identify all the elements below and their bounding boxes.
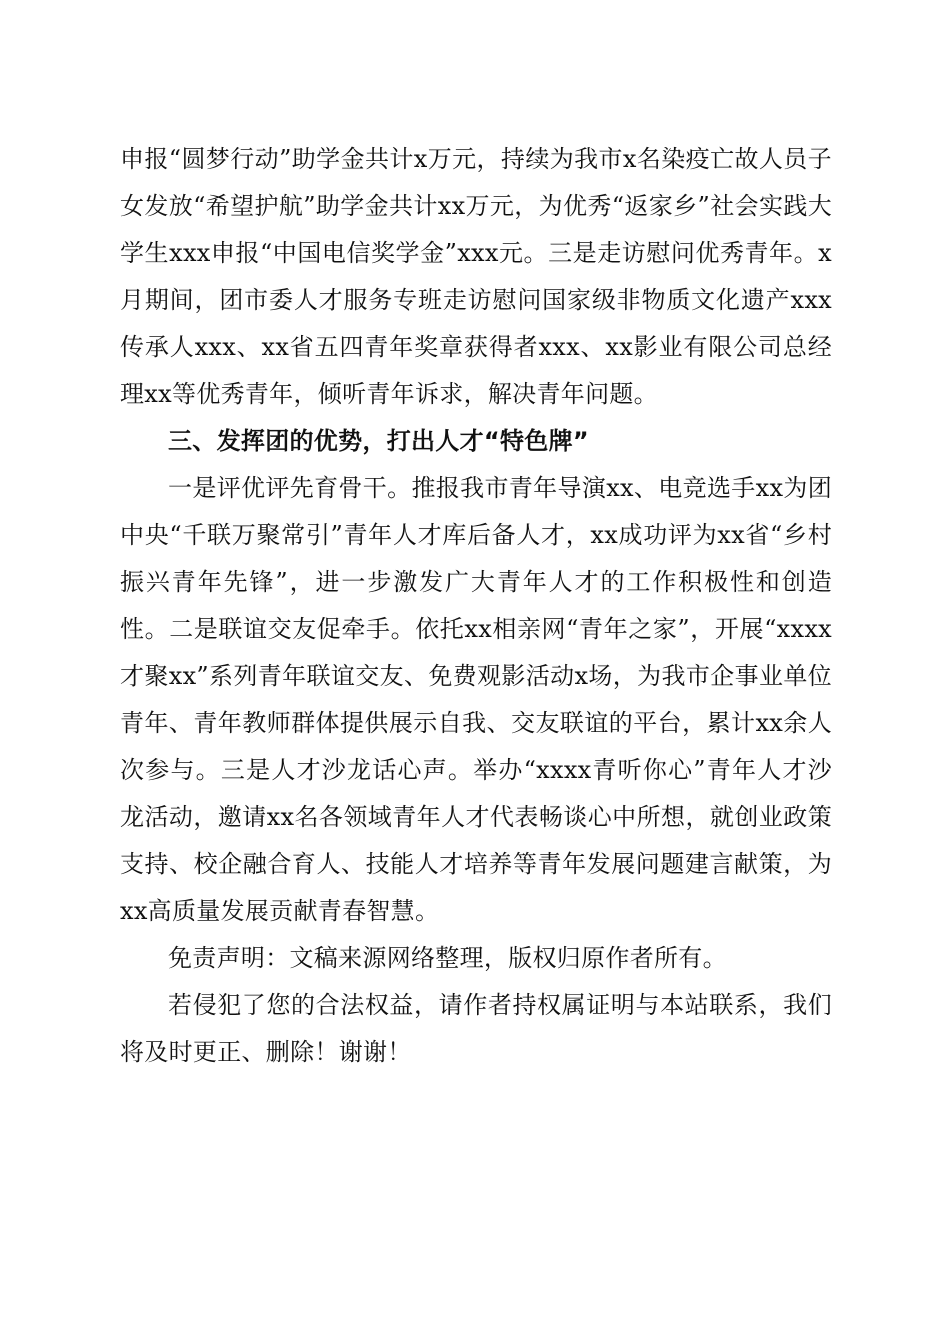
paragraph-talent-brand: 一是评优评先育骨干。推报我市青年导演xx、电竞选手xx为团中央“千联万聚常引”青年人才库后备人才，xx成功评为xx省“乡村振兴青年先锋”，进一步激发广大青年人才的工作积极性和创造性。二是联谊交友促牵手。依托xx相亲网“青年之家”，开展“xxxx才聚xx”系列青年联谊交友、免费观影活动x场，为我市企事业单位青年、青年教师群体提供展示自我、交友联谊的平台，累计xx余人次参与。三是人才沙龙话心声。举办“xxxx青听你心”青年人才沙龙活动，邀请xx名各领域青年人才代表畅谈心中所想，就创业政策支持、校企融合育人、技能人才培养等青年发展问题建言献策，为xx高质量发展贡献青春智慧。 bbox=[120, 474, 833, 925]
section-heading: 三、发挥团的优势，打出人才“特色牌” bbox=[168, 427, 589, 455]
disclaimer-line: 免责声明：文稿来源网络整理，版权归原作者所有。 bbox=[168, 944, 727, 972]
document-page bbox=[120, 136, 832, 1076]
contact-notice: 若侵犯了您的合法权益，请作者持权属证明与本站联系，我们将及时更正、删除！谢谢！ bbox=[120, 991, 832, 1066]
paragraph-continuation: 申报“圆梦行动”助学金共计x万元，持续为我市x名染疫亡故人员子女发放“希望护航”助学金共计xx万元，为优秀“返家乡”社会实践大学生xxx申报“中国电信奖学金”xxx元。三是走访慰问优秀青年。x月期间，团市委人才服务专班走访慰问国家级非物质文化遗产xxx传承人xxx、xx省五四青年奖章获得者xxx、xx影业有限公司总经理xx等优秀青年，倾听青年诉求，解决青年问题。 bbox=[120, 145, 832, 408]
